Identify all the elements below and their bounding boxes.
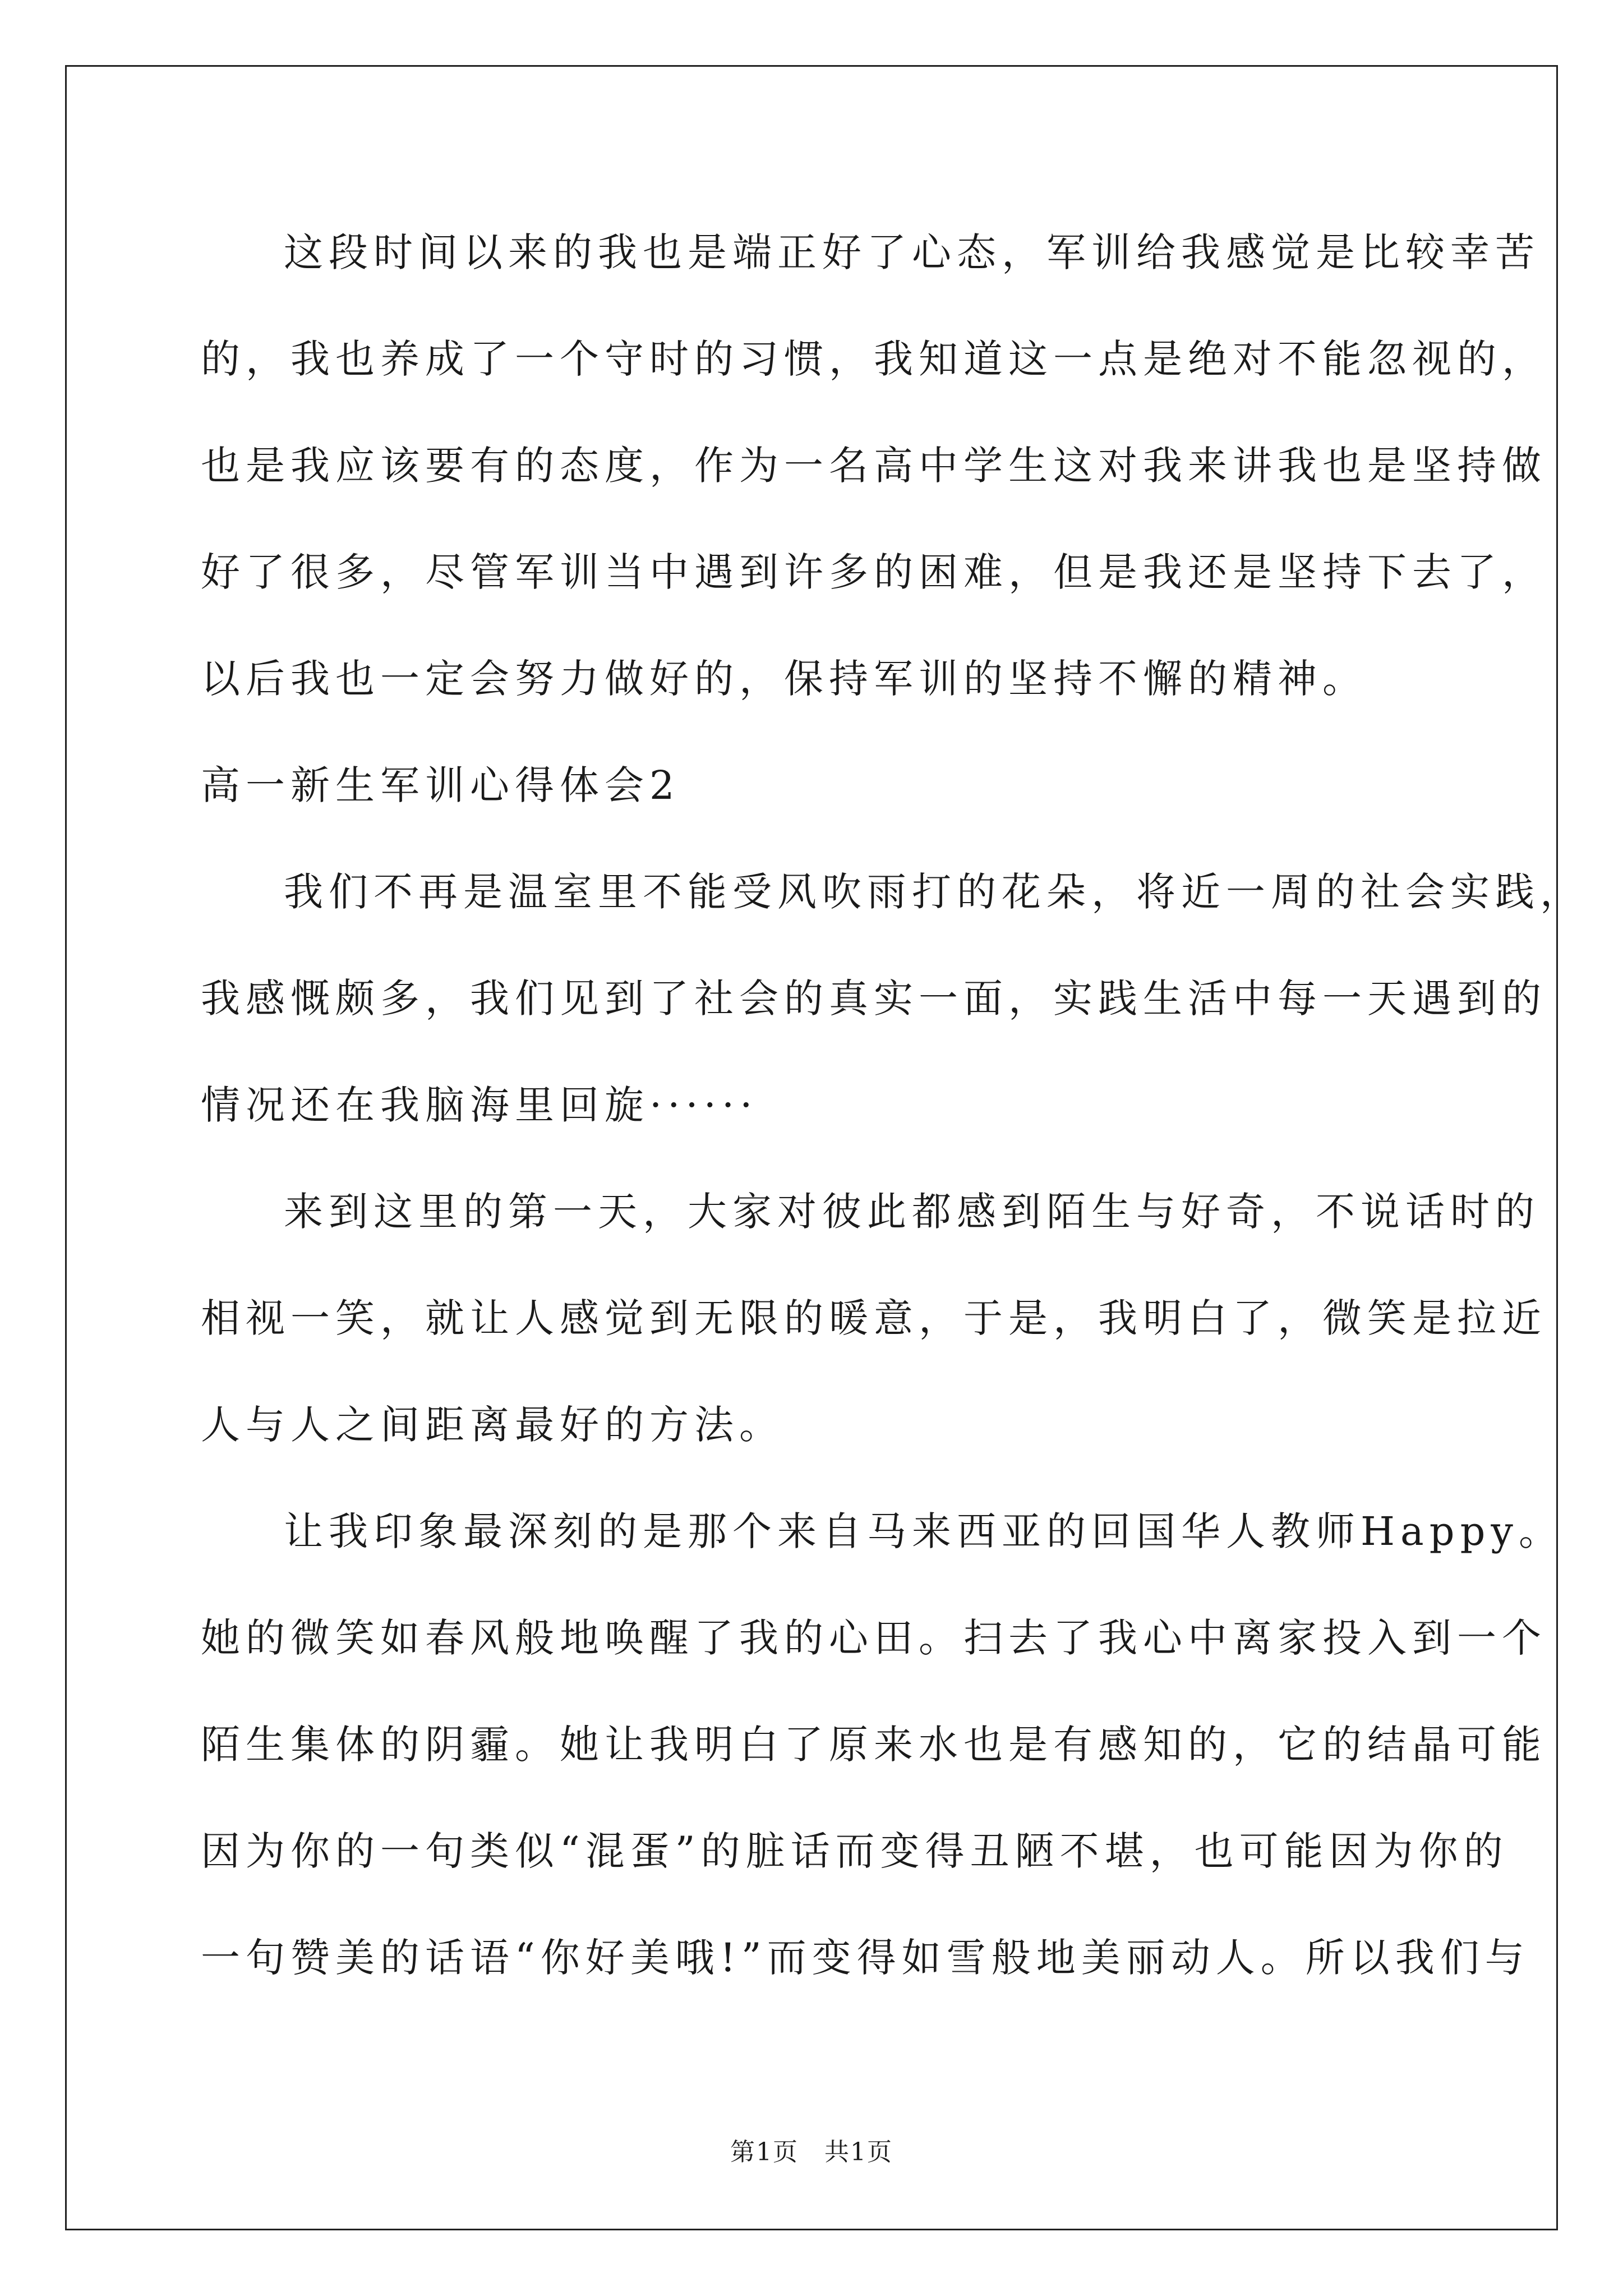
page-footer: 第1页 共1页 [730, 2138, 893, 2166]
paragraph-line: 来到这里的第一天，大家对彼此都感到陌生与好奇，不说话时的 [284, 1189, 1540, 1235]
paragraph-line: 她的微笑如春风般地唤醒了我的心田。扫去了我心中离家投入到一个 [201, 1615, 1547, 1661]
paragraph-line: 让我印象最深刻的是那个来自马来西亚的回国华人教师Happy。 [284, 1508, 1564, 1554]
paragraph-line: 人与人之间距离最好的方法。 [201, 1402, 784, 1448]
paragraph-line: 因为你的一句类似“混蛋”的脏话而变得丑陋不堪，也可能因为你的 [201, 1828, 1509, 1874]
paragraph-line: 我感慨颇多，我们见到了社会的真实一面，实践生活中每一天遇到的 [201, 976, 1547, 1022]
section-heading: 高一新生军训心得体会2 [201, 762, 680, 808]
paragraph-line: 的，我也养成了一个守时的习惯，我知道这一点是绝对不能忽视的， [201, 336, 1547, 382]
paragraph-line: 一句赞美的话语“你好美哦!”而变得如雪般地美丽动人。所以我们与 [201, 1935, 1530, 1981]
paragraph-line: 情况还在我脑海里回旋······ [201, 1082, 758, 1128]
document-body [201, 219, 1585, 2031]
paragraph-line: 也是我应该要有的态度，作为一名高中学生这对我来讲我也是坚持做 [201, 443, 1547, 489]
paragraph-line: 以后我也一定会努力做好的，保持军训的坚持不懈的精神。 [201, 656, 1367, 702]
paragraph-line: 这段时间以来的我也是端正好了心态，军训给我感觉是比较幸苦 [284, 229, 1540, 275]
paragraph-line: 我们不再是温室里不能受风吹雨打的花朵，将近一周的社会实践， [284, 869, 1585, 915]
paragraph-line: 陌生集体的阴霾。她让我明白了原来水也是有感知的，它的结晶可能 [201, 1722, 1547, 1768]
paragraph-line: 相视一笑，就让人感觉到无限的暖意，于是，我明白了，微笑是拉近 [201, 1295, 1547, 1341]
paragraph-line: 好了很多，尽管军训当中遇到许多的困难，但是我还是坚持下去了， [201, 549, 1547, 595]
